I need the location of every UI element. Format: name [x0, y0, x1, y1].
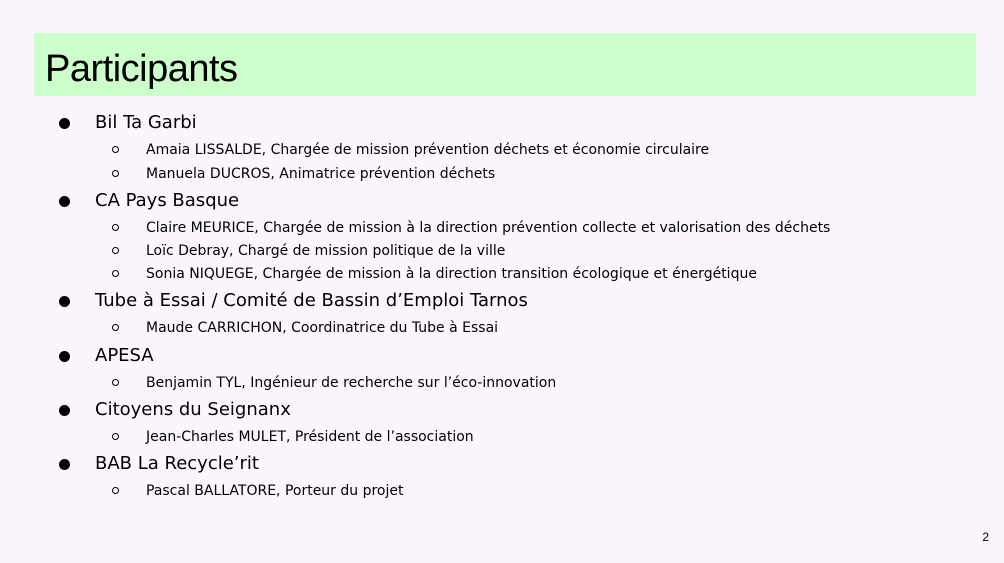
- person-bullet-icon: [112, 324, 119, 331]
- person-bullet-icon: [112, 170, 119, 177]
- page-number: 2: [982, 530, 989, 544]
- org-bullet-icon: [59, 296, 70, 307]
- person-bullet-icon: [112, 433, 119, 440]
- person-entry: Manuela DUCROS, Animatrice prévention déchets: [146, 166, 496, 182]
- person-bullet-icon: [112, 247, 119, 254]
- person-bullet-icon: [112, 146, 119, 153]
- org-name: CA Pays Basque: [95, 190, 240, 211]
- person-entry: Claire MEURICE, Chargée de mission à la direction prévention collecte et valorisation des déchets: [146, 220, 831, 236]
- person-bullet-icon: [112, 224, 119, 231]
- person-entry: Maude CARRICHON, Coordinatrice du Tube à Essai: [146, 320, 499, 336]
- person-bullet-icon: [112, 379, 119, 386]
- org-name: Bil Ta Garbi: [95, 112, 197, 133]
- org-bullet-icon: [59, 118, 70, 129]
- person-bullet-icon: [112, 487, 119, 494]
- person-entry: Benjamin TYL, Ingénieur de recherche sur l’éco-innovation: [146, 375, 557, 391]
- org-name: BAB La Recycle’rit: [95, 453, 259, 474]
- org-name: Citoyens du Seignanx: [95, 399, 291, 420]
- org-bullet-icon: [59, 351, 70, 362]
- person-entry: Pascal BALLATORE, Porteur du projet: [146, 483, 404, 499]
- org-bullet-icon: [59, 196, 70, 207]
- person-entry: Loïc Debray, Chargé de mission politique de la ville: [146, 243, 506, 259]
- person-bullet-icon: [112, 270, 119, 277]
- org-bullet-icon: [59, 405, 70, 416]
- org-bullet-icon: [59, 459, 70, 470]
- org-name: Tube à Essai / Comité de Bassin d’Emploi Tarnos: [95, 290, 528, 311]
- person-entry: Jean-Charles MULET, Président de l’association: [146, 429, 474, 445]
- person-entry: Sonia NIQUEGE, Chargée de mission à la direction transition écologique et énergétique: [146, 266, 757, 282]
- person-entry: Amaia LISSALDE, Chargée de mission prévention déchets et économie circulaire: [146, 142, 710, 158]
- org-name: APESA: [95, 345, 154, 366]
- slide-title: Participants: [45, 48, 238, 90]
